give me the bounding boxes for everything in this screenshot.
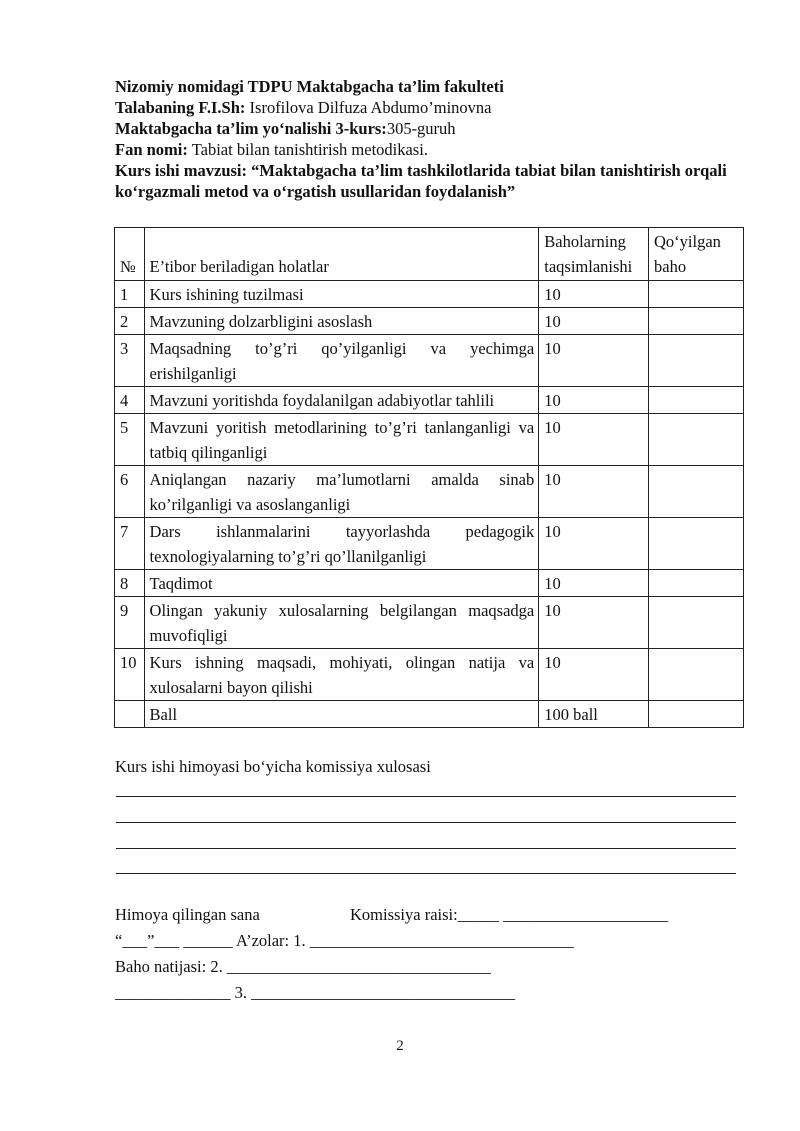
document-header [115, 76, 745, 202]
row-number: 5 [115, 414, 145, 466]
row-number: 1 [115, 281, 145, 308]
row-given-grade [649, 597, 744, 649]
row-given-grade [649, 387, 744, 414]
table-row [115, 597, 744, 649]
table-row [115, 335, 744, 387]
row-criteria: Dars ishlanmalarini tayyorlashda pedagogik texnologiyalarning to’g’ri qo’llanilganligi [144, 518, 539, 570]
row-number: 2 [115, 308, 145, 335]
row-points: 10 [539, 597, 649, 649]
commission-conclusion-title: Kurs ishi himoyasi bo‘yicha komissiya xulosasi [115, 757, 431, 776]
subject-label: Fan nomi: [115, 140, 188, 159]
row-number: 7 [115, 518, 145, 570]
row-given-grade [649, 414, 744, 466]
course-label: Maktabgacha ta’lim yo‘nalishi 3-kurs: [115, 119, 387, 138]
header-distribution: Baholarning taqsimlanishi [539, 228, 649, 281]
row-number: 9 [115, 597, 145, 649]
row-criteria: Kurs ishining tuzilmasi [144, 281, 539, 308]
member-three-field: ______________ 3. ________________________________ [115, 983, 516, 1002]
date-and-members-field: “___”___ ______ A’zolar: 1. ________________________________ [115, 931, 574, 950]
course-group: 305-guruh [386, 119, 456, 138]
header-number: № [115, 228, 145, 281]
table-row [115, 649, 744, 701]
commission-chair-field: Komissiya raisi:_____ ____________________ [350, 905, 669, 924]
total-number [115, 701, 145, 728]
grade-result-field: Baho natijasi: 2. ________________________________ [115, 957, 491, 976]
row-number: 8 [115, 570, 145, 597]
total-given-grade [649, 701, 744, 728]
row-points: 10 [539, 308, 649, 335]
conclusion-line-3 [116, 848, 736, 849]
row-criteria: Olingan yakuniy xulosalarning belgilangan maqsadga muvofiqligi [144, 597, 539, 649]
student-label: Talabaning F.I.Sh: [115, 98, 246, 117]
conclusion-line-2 [116, 822, 736, 823]
table-header-row [115, 228, 744, 281]
row-criteria: Kurs ishning maqsadi, mohiyati, olingan natija va xulosalarni bayon qilishi [144, 649, 539, 701]
row-points: 10 [539, 281, 649, 308]
row-criteria: Mavzuni yoritishda foydalanilgan adabiyotlar tahlili [144, 387, 539, 414]
table-row [115, 518, 744, 570]
row-given-grade [649, 518, 744, 570]
row-criteria: Aniqlangan nazariy ma’lumotlarni amalda sinab ko’rilganligi va asoslanganligi [144, 466, 539, 518]
table-row [115, 308, 744, 335]
conclusion-line-1 [116, 796, 736, 797]
row-points: 10 [539, 335, 649, 387]
table-row [115, 570, 744, 597]
row-criteria: Mavzuni yoritish metodlarining to’g’ri tanlanganligi va tatbiq qilinganligi [144, 414, 539, 466]
row-number: 3 [115, 335, 145, 387]
row-points: 10 [539, 649, 649, 701]
row-points: 10 [539, 518, 649, 570]
row-given-grade [649, 308, 744, 335]
row-given-grade [649, 335, 744, 387]
conclusion-line-4 [116, 873, 736, 874]
header-criteria: E’tibor beriladigan holatlar [144, 228, 539, 281]
row-points: 10 [539, 466, 649, 518]
row-points: 10 [539, 387, 649, 414]
table-row [115, 387, 744, 414]
topic-label: Kurs ishi mavzusi: [115, 161, 248, 180]
total-label: Ball [144, 701, 539, 728]
total-row [115, 701, 744, 728]
subject-name: Tabiat bilan tanishtirish metodikasi. [187, 140, 428, 159]
row-points: 10 [539, 414, 649, 466]
row-criteria: Taqdimot [144, 570, 539, 597]
row-criteria: Mavzuning dolzarbligini asoslash [144, 308, 539, 335]
defended-date-label: Himoya qilingan sana [115, 905, 260, 924]
row-points: 10 [539, 570, 649, 597]
row-given-grade [649, 570, 744, 597]
row-given-grade [649, 281, 744, 308]
student-name: Isrofilova Dilfuza Abdumo’minovna [245, 98, 492, 117]
total-points: 100 ball [539, 701, 649, 728]
row-criteria: Maqsadning to’g’ri qo’yilganligi va yechimga erishilganligi [144, 335, 539, 387]
faculty-title: Nizomiy nomidagi TDPU Maktabgacha ta’lim fakulteti [115, 77, 504, 96]
table-row [115, 281, 744, 308]
row-number: 10 [115, 649, 145, 701]
row-given-grade [649, 649, 744, 701]
table-row [115, 466, 744, 518]
row-number: 4 [115, 387, 145, 414]
row-given-grade [649, 466, 744, 518]
page-number: 2 [396, 1038, 404, 1054]
header-given-grade: Qo‘yilgan baho [649, 228, 744, 281]
grading-table [114, 227, 744, 728]
table-row [115, 414, 744, 466]
topic-title: “Maktabgacha ta’lim tashkilotlarida tabiat bilan tanishtirish orqali ko‘rgazmali metod va o‘rgatish usullaridan foydalanish” [115, 161, 727, 201]
row-number: 6 [115, 466, 145, 518]
